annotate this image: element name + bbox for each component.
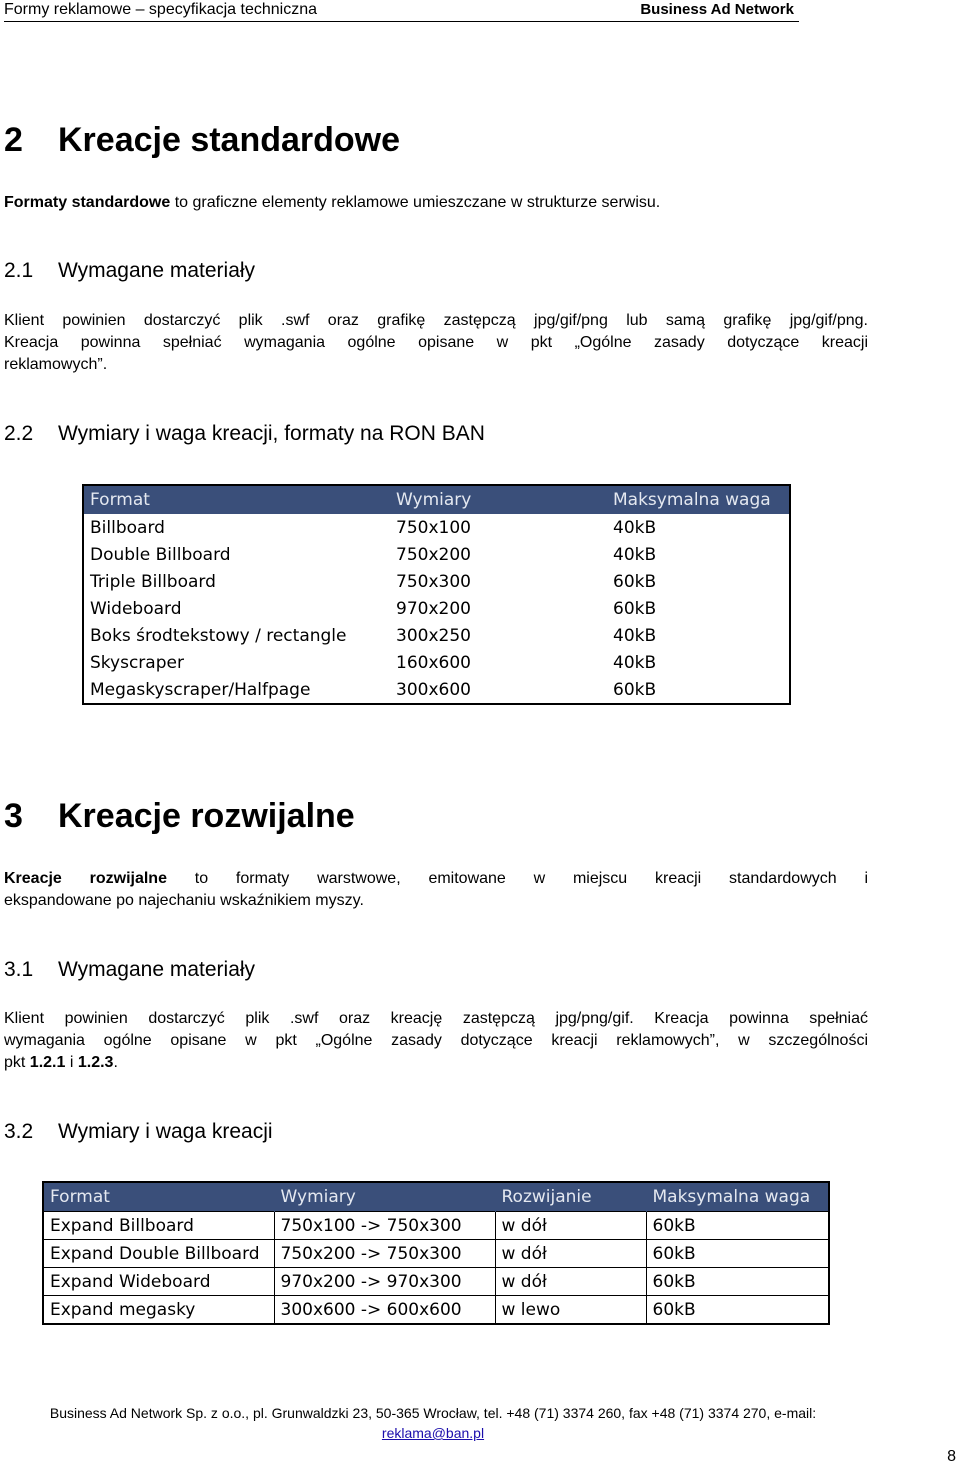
section-3-heading [4, 796, 355, 836]
cell-weight: 60kB [646, 1296, 829, 1325]
table-header-row [83, 485, 790, 514]
cell-dimensions: 750x100 -> 750x300 [274, 1212, 495, 1240]
section-3-intro-line-2: ekspandowane po najechaniu wskaźnikiem myszy. [4, 892, 364, 909]
column-header-format: Format [83, 485, 390, 514]
section-number: 2 [4, 121, 23, 159]
section-2-2-heading [4, 421, 485, 447]
standard-formats-table [82, 484, 791, 705]
cell-format: Boks środtekstowy / rectangle [90, 625, 347, 646]
section-2-1-line-3: reklamowych”. [4, 356, 108, 373]
section-3-1-heading [4, 957, 255, 983]
section-title: Wymiary i waga kreacji [58, 1120, 273, 1143]
table-row [83, 622, 790, 649]
cell-format: Expand Billboard [43, 1212, 274, 1240]
intro-bold: Kreacje rozwijalne [4, 870, 167, 887]
cell-weight: 60kB [646, 1240, 829, 1268]
cell-format: Expand Double Billboard [43, 1240, 274, 1268]
intro-bold: Formaty standardowe [4, 194, 171, 211]
line-end: . [113, 1054, 118, 1071]
section-3-1-line-3 [4, 1052, 868, 1074]
cell-format: Triple Billboard [90, 571, 216, 592]
column-header-max-weight: Maksymalna waga [607, 485, 790, 514]
column-header-dimensions: Wymiary [390, 485, 607, 514]
footer-address: Business Ad Network Sp. z o.o., pl. Grunwaldzki 23, 50-365 Wrocław, tel. +48 (71) 3374 260, fax +48 (71) 3374 270, e-mail: [49, 1405, 817, 1421]
cell-format: Wideboard [90, 598, 182, 619]
table-row [83, 595, 790, 622]
section-number: 3.2 [4, 1120, 34, 1143]
table-row [43, 1240, 829, 1268]
cell-dimensions: 970x200 -> 970x300 [274, 1268, 495, 1296]
reference-1-2-3: 1.2.3 [77, 1054, 114, 1071]
line-mid: i [65, 1054, 78, 1071]
section-number: 3 [4, 797, 23, 835]
table-row [83, 541, 790, 568]
section-3-1-line-2: wymagania ogólne opisane w pkt „Ogólne zasady dotyczące kreacji reklamowych”, w szczególności [4, 1032, 868, 1049]
cell-format: Billboard [90, 517, 165, 538]
cell-dimensions: 160x600 [396, 652, 471, 673]
section-2-1-line-1: Klient powinien dostarczyć plik .swf oraz grafikę zastępczą jpg/gif/png lub samą grafikę jpg/gif/png. [4, 312, 868, 329]
intro-rest: to formaty warstwowe, emitowane w miejscu kreacji standardowych i [166, 870, 869, 887]
cell-format: Double Billboard [90, 544, 231, 565]
table-row [83, 514, 790, 541]
cell-weight: 40kB [613, 517, 657, 538]
column-header-dimensions: Wymiary [274, 1182, 495, 1212]
section-number: 2.1 [4, 259, 34, 282]
cell-dimensions: 300x600 -> 600x600 [274, 1296, 495, 1325]
page-number: 8 [947, 1448, 956, 1465]
section-2-1-heading [4, 258, 255, 284]
section-number: 3.1 [4, 958, 34, 981]
cell-dimensions: 970x200 [396, 598, 471, 619]
table-row [83, 676, 790, 704]
cell-expansion: w dół [495, 1212, 646, 1240]
page-footer [0, 1403, 866, 1443]
table-header-row [43, 1182, 829, 1212]
cell-weight: 40kB [613, 652, 657, 673]
cell-expansion: w lewo [495, 1296, 646, 1325]
section-title: Kreacje rozwijalne [58, 797, 355, 835]
cell-expansion: w dół [495, 1240, 646, 1268]
column-header-expansion: Rozwijanie [495, 1182, 646, 1212]
reference-1-2-1: 1.2.1 [29, 1054, 66, 1071]
table-row [83, 649, 790, 676]
section-2-1-line-2: Kreacja powinna spełniać wymagania ogólne opisane w pkt „Ogólne zasady dotyczące kreacji [4, 334, 868, 351]
cell-weight: 60kB [613, 598, 657, 619]
section-2-heading [4, 120, 400, 160]
cell-expansion: w dół [495, 1268, 646, 1296]
cell-dimensions: 300x250 [396, 625, 471, 646]
table-row [43, 1268, 829, 1296]
column-header-format: Format [43, 1182, 274, 1212]
cell-format: Expand megasky [43, 1296, 274, 1325]
section-2-intro [4, 192, 868, 214]
cell-weight: 60kB [613, 679, 657, 700]
section-title: Wymagane materiały [58, 259, 256, 282]
cell-weight: 60kB [646, 1212, 829, 1240]
table-row [43, 1296, 829, 1325]
table-row [43, 1212, 829, 1240]
section-3-intro-line-1 [4, 868, 868, 890]
section-3-2-heading [4, 1119, 273, 1145]
section-title: Wymagane materiały [58, 958, 256, 981]
cell-dimensions: 750x100 [396, 517, 471, 538]
header-title: Formy reklamowe – specyfikacja techniczna [4, 1, 318, 18]
cell-dimensions: 750x300 [396, 571, 471, 592]
cell-dimensions: 750x200 -> 750x300 [274, 1240, 495, 1268]
section-title: Wymiary i waga kreacji, formaty na RON BAN [58, 422, 485, 445]
line-start: pkt [4, 1054, 30, 1071]
expandable-formats-table [42, 1181, 830, 1325]
section-title: Kreacje standardowe [58, 121, 401, 159]
cell-format: Expand Wideboard [43, 1268, 274, 1296]
section-number: 2.2 [4, 422, 34, 445]
cell-dimensions: 300x600 [396, 679, 471, 700]
column-header-max-weight: Maksymalna waga [646, 1182, 829, 1212]
intro-rest: to graficzne elementy reklamowe umieszczane w strukturze serwisu. [170, 194, 661, 211]
header-divider [4, 21, 799, 22]
cell-weight: 40kB [613, 544, 657, 565]
section-3-1-line-1: Klient powinien dostarczyć plik .swf oraz kreację zastępczą jpg/png/gif. Kreacja powinna spełniać [4, 1010, 868, 1027]
cell-weight: 60kB [613, 571, 657, 592]
cell-format: Skyscraper [90, 652, 184, 673]
footer-email-link[interactable]: reklama@ban.pl [381, 1425, 485, 1441]
cell-weight: 60kB [646, 1268, 829, 1296]
cell-dimensions: 750x200 [396, 544, 471, 565]
header-company: Business Ad Network [640, 1, 794, 18]
cell-weight: 40kB [613, 625, 657, 646]
table-row [83, 568, 790, 595]
cell-format: Megaskyscraper/Halfpage [90, 679, 311, 700]
